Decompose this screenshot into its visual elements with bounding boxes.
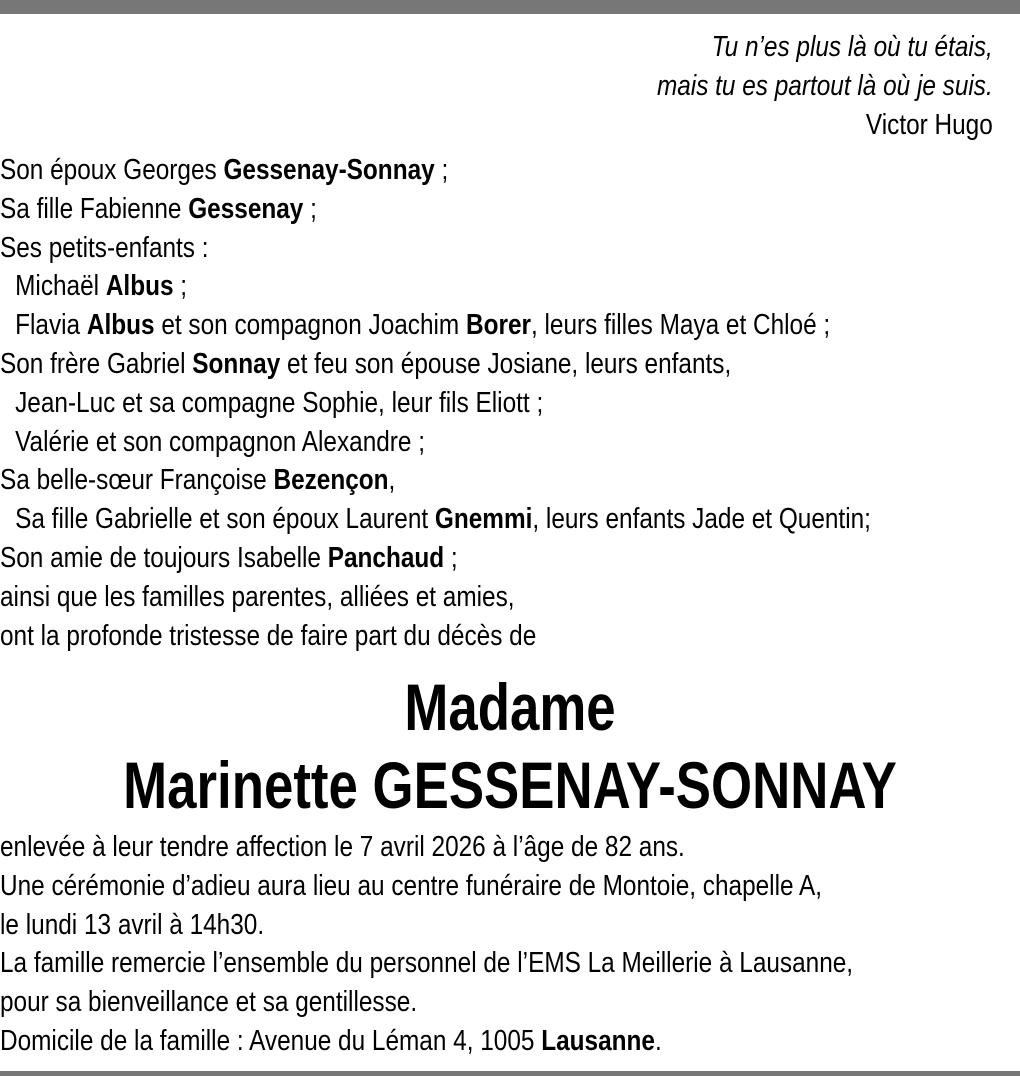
text-fragment: Jean-Luc et sa compagne Sophie, leur fils Eliott ; (15, 386, 544, 419)
surname: Lausanne (541, 1024, 655, 1057)
text-fragment: Michaël (15, 270, 106, 303)
detail-line (0, 867, 924, 906)
epigraph-line: Tu n’es plus là où tu étais, (711, 31, 993, 63)
text-fragment: le lundi 13 avril à 14h30. (0, 908, 265, 941)
family-member-line (0, 384, 924, 423)
text-fragment: Domicile de la famille : Avenue du Léman 4, 1005 (0, 1024, 542, 1057)
text-fragment: ; (434, 154, 449, 186)
surname: Panchaud (327, 541, 445, 574)
family-member-line (0, 578, 924, 617)
family-member-line (0, 539, 924, 578)
detail-line (0, 906, 924, 945)
text-fragment: ainsi que les familles parentes, alliées et amies, (0, 580, 515, 613)
text-fragment: ; (444, 541, 458, 574)
text-fragment: Flavia (15, 309, 87, 342)
text-fragment: La famille remercie l’ensemble du personnel de l’EMS La Meillerie à Lausanne, (0, 947, 854, 980)
text-fragment: Sa fille Fabienne (0, 192, 189, 225)
deceased-honorific: Madame (404, 670, 616, 744)
text-fragment: Valérie et son compagnon Alexandre ; (15, 425, 426, 458)
family-member-line (0, 151, 924, 190)
epigraph-author: Victor Hugo (866, 109, 993, 141)
surname: Gnemmi (434, 503, 533, 536)
text-fragment: Ses petits-enfants : (0, 231, 209, 264)
text-fragment: Une cérémonie d’adieu aura lieu au centre funéraire de Montoie, chapelle A, (0, 869, 823, 902)
family-member-line (0, 423, 924, 462)
surname: Sonnay (192, 347, 281, 380)
announcement-details (0, 828, 1020, 1061)
deceased-name-block (0, 668, 1020, 824)
detail-line (0, 983, 924, 1022)
top-rule (0, 0, 1020, 14)
family-member-line (0, 306, 924, 345)
text-fragment: , leurs filles Maya et Chloé ; (530, 309, 831, 342)
text-fragment: Son frère Gabriel (0, 347, 193, 380)
family-member-line (0, 500, 924, 539)
family-member-line (0, 617, 924, 656)
text-fragment: et son compagnon Joachim (154, 309, 467, 342)
text-fragment: . (654, 1024, 662, 1057)
detail-line (0, 1022, 924, 1061)
surname: Gessenay-Sonnay (223, 154, 435, 186)
family-member-line (0, 267, 924, 306)
text-fragment: et feu son épouse Josiane, leurs enfants, (280, 347, 732, 380)
surname: Albus (105, 270, 174, 303)
text-fragment: ; (173, 270, 188, 303)
family-member-line (0, 190, 924, 229)
text-fragment: , (388, 464, 396, 497)
text-fragment: Son époux Georges (0, 154, 224, 186)
detail-line (0, 944, 924, 983)
family-list (0, 151, 1020, 655)
text-fragment: , leurs enfants Jade et Quentin; (532, 503, 871, 536)
surname: Borer (466, 309, 531, 342)
detail-line (0, 828, 924, 867)
epigraph (593, 28, 993, 145)
text-fragment: ; (303, 192, 317, 225)
surname: Bezençon (273, 464, 389, 497)
text-fragment: Sa fille Gabrielle et son époux Laurent (15, 503, 435, 536)
deceased-name: Marinette GESSENAY-SONNAY (123, 748, 897, 822)
text-fragment: ont la profonde tristesse de faire part du décès de (0, 619, 537, 652)
family-member-line (0, 345, 924, 384)
text-fragment: Sa belle-sœur Françoise (0, 464, 274, 497)
epigraph-line: mais tu es partout là où je suis. (657, 70, 993, 102)
surname: Albus (86, 309, 155, 342)
bottom-rule (0, 1071, 1020, 1076)
surname: Gessenay (188, 192, 304, 225)
family-member-line (0, 461, 924, 500)
family-member-line (0, 229, 924, 268)
text-fragment: Son amie de toujours Isabelle (0, 541, 328, 574)
text-fragment: pour sa bienveillance et sa gentillesse. (0, 986, 418, 1019)
text-fragment: enlevée à leur tendre affection le 7 avril 2026 à l’âge de 82 ans. (0, 831, 685, 863)
